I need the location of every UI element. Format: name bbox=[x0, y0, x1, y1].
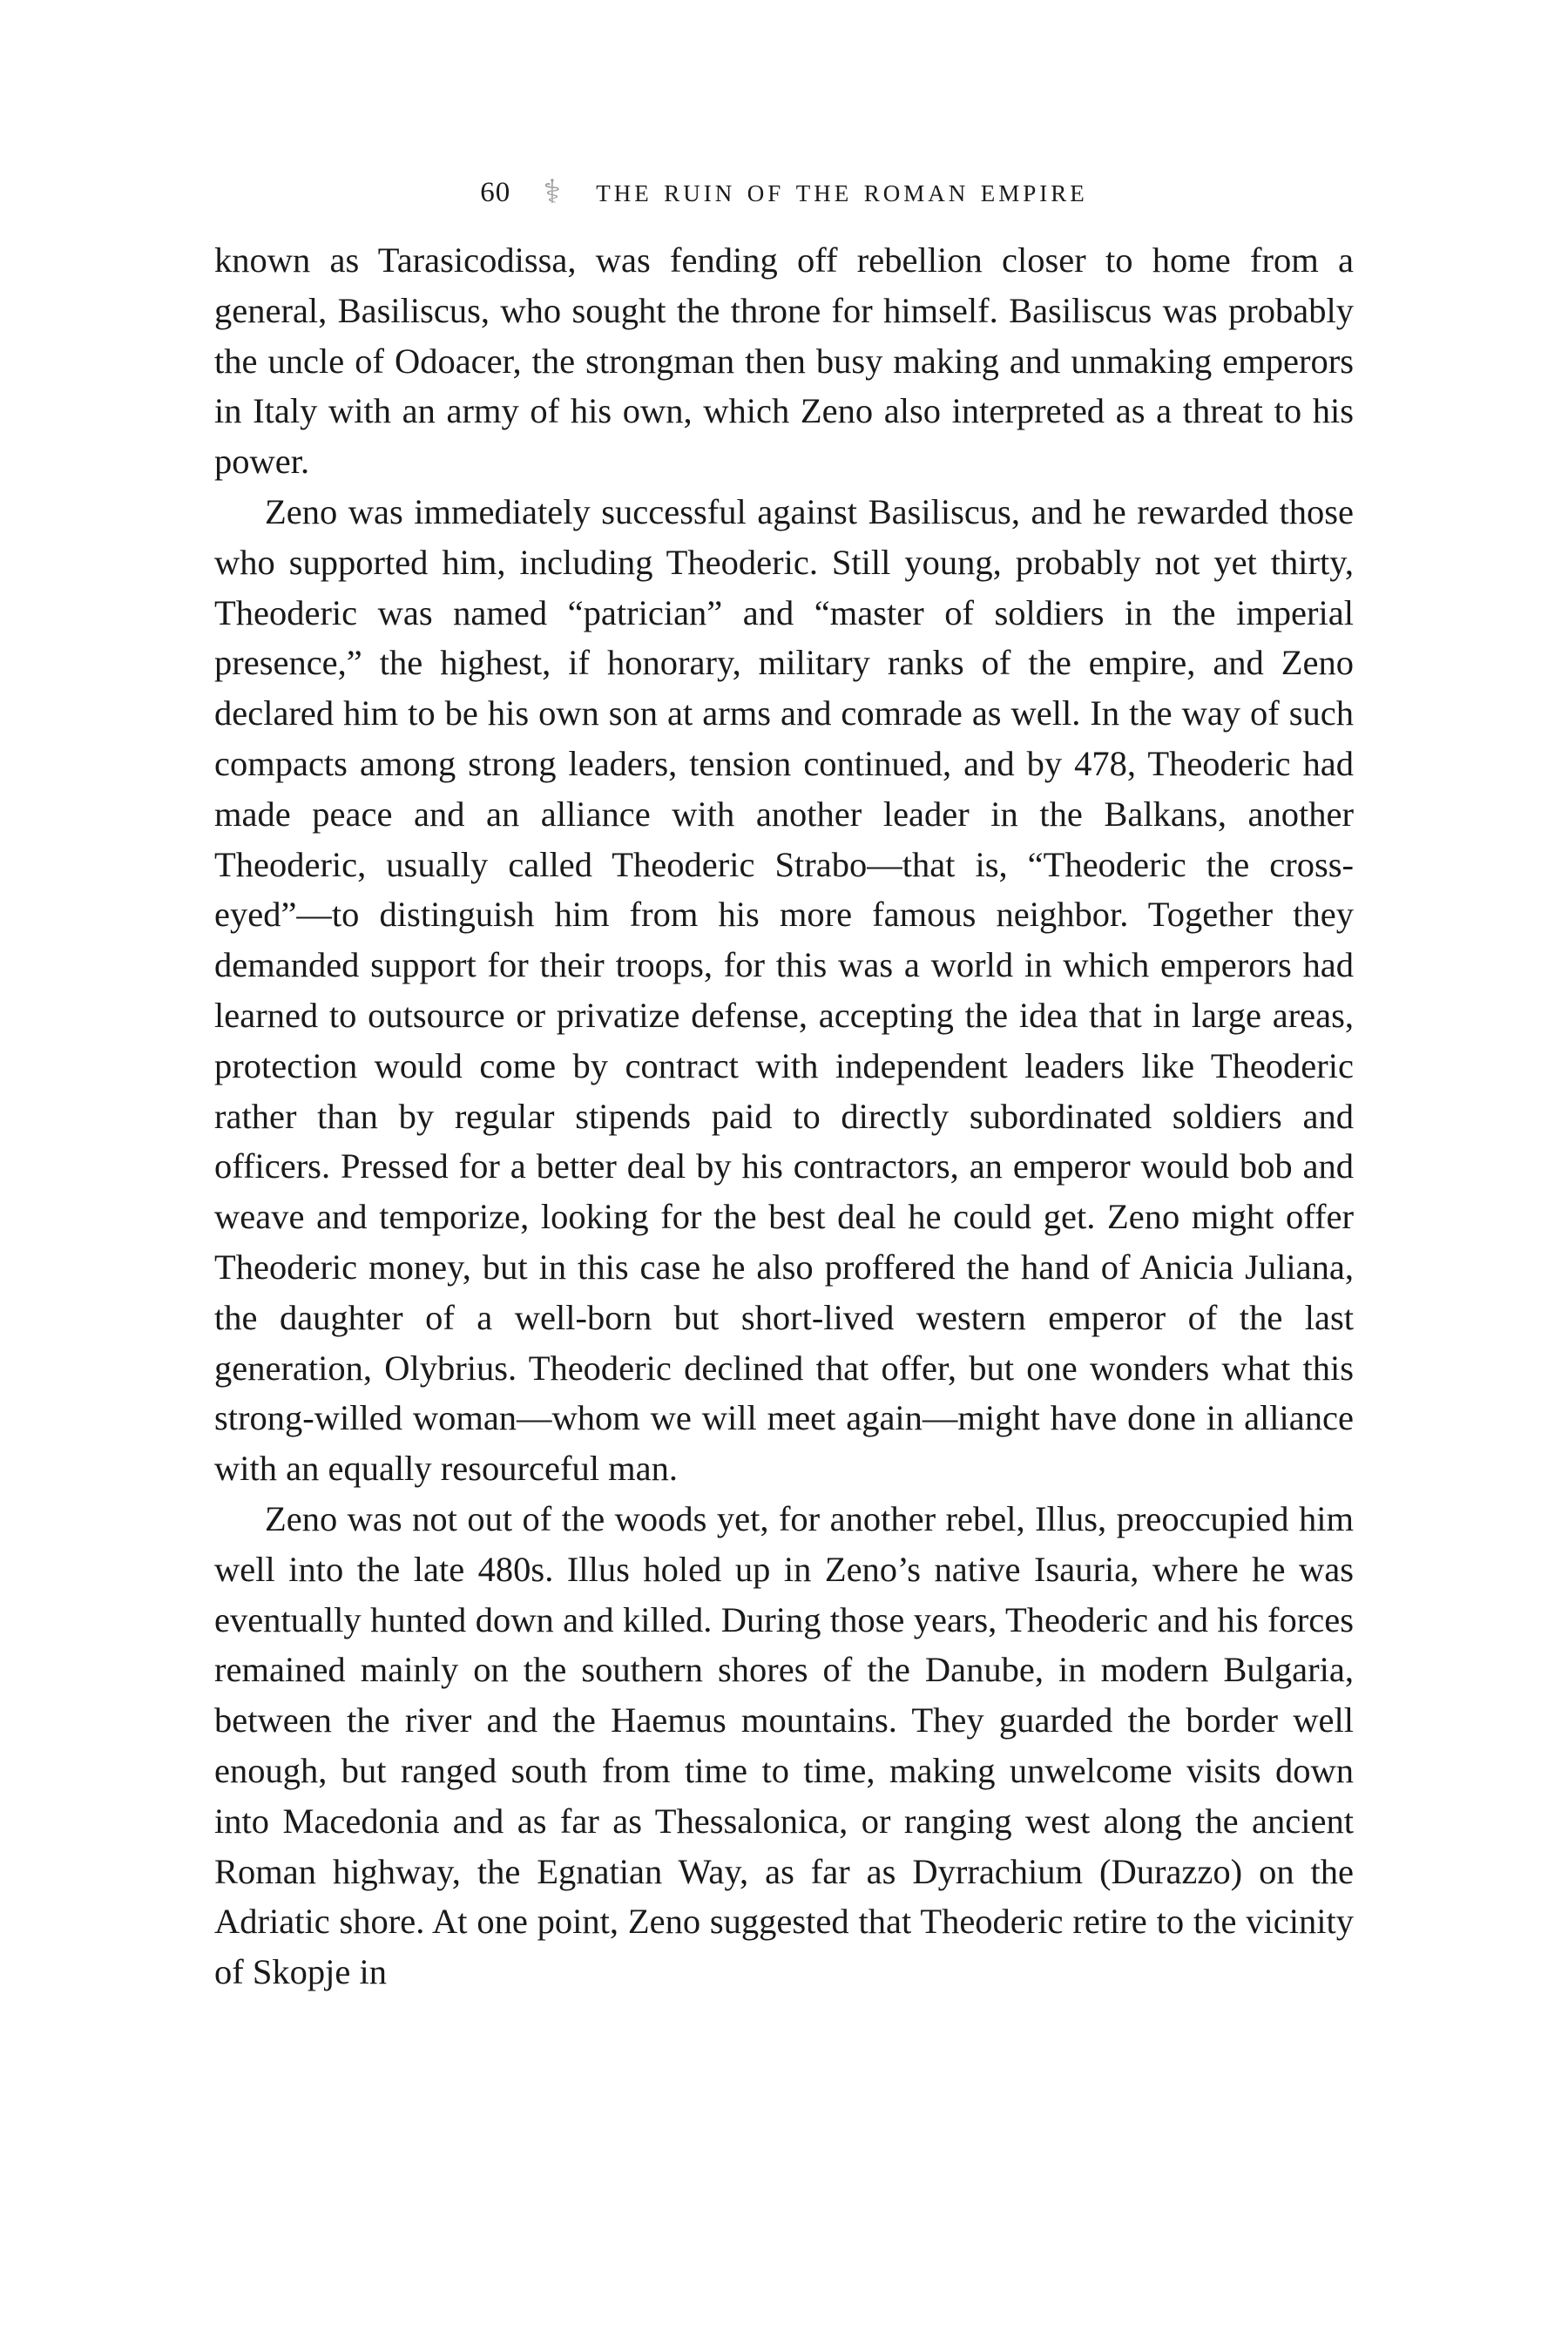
page-number: 60 bbox=[480, 177, 511, 208]
running-title: the ruin of the roman empire bbox=[596, 172, 1088, 209]
body-text bbox=[214, 235, 1354, 1997]
fleuron-icon: ⚕ bbox=[543, 174, 564, 211]
paragraph-continued: known as Tarasicodissa, was fending off rebellion closer to home from a general, Basiliscus, who sought the throne for himself. Basiliscus was probably the uncle of Odoacer, the strongman then busy making and unmaking emperors in Italy with an army of his own, which Zeno also interpreted as a threat to his power. bbox=[214, 240, 1354, 482]
paragraph-zeno-success: Zeno was immediately successful against Basiliscus, and he rewarded those who supported him, including Theoderic. Still young, probably not yet thirty, Theoderic was named “patrician” and “master of soldiers in the imperial presence,” the highest, if honorary, military ranks of the empire, and Zeno declared him to be his own son at arms and comrade as well. In the way of such compacts among strong leaders, tension continued, and by 478, Theoderic had made peace and an alliance with another leader in the Balkans, another Theoderic, usually called Theoderic Strabo—that is, “Theoderic the cross-eyed”—to distinguish him from his more famous neighbor. Together they demanded support for their troops, for this was a world in which emperors had learned to outsource or privatize defense, accepting the idea that in large areas, protection would come by contract with independent leaders like Theoderic rather than by regular stipends paid to directly subordinated soldiers and officers. Pressed for a better deal by his contractors, an emperor would bob and weave and temporize, looking for the best deal he could get. Zeno might offer Theoderic money, but in this case he also proffered the hand of Anicia Juliana, the daughter of a well-born but short-lived western emperor of the last generation, Olybrius. Theoderic declined that offer, but one wonders what this strong-willed woman—whom we will meet again—might have done in alliance with an equally resourceful man. bbox=[214, 491, 1354, 1489]
paragraph-illus-rebellion: Zeno was not out of the woods yet, for another rebel, Illus, preoccupied him well into the late 480s. Illus holed up in Zeno’s native Isauria, where he was eventually hunted down and killed. During those years, Theoderic and his forces remained mainly on the southern shores of the Danube, in modern Bulgaria, between the river and the Haemus mountains. They guarded the border well enough, but ranged south from time to time, making unwelcome visits down into Macedonia and as far as Thessalonica, or ranging west along the ancient Roman highway, the Egnatian Way, as far as Dyrrachium (Durazzo) on the Adriatic shore. At one point, Zeno suggested that Theoderic retire to the vicinity of Skopje in bbox=[214, 1498, 1354, 1992]
running-header bbox=[0, 171, 1568, 210]
